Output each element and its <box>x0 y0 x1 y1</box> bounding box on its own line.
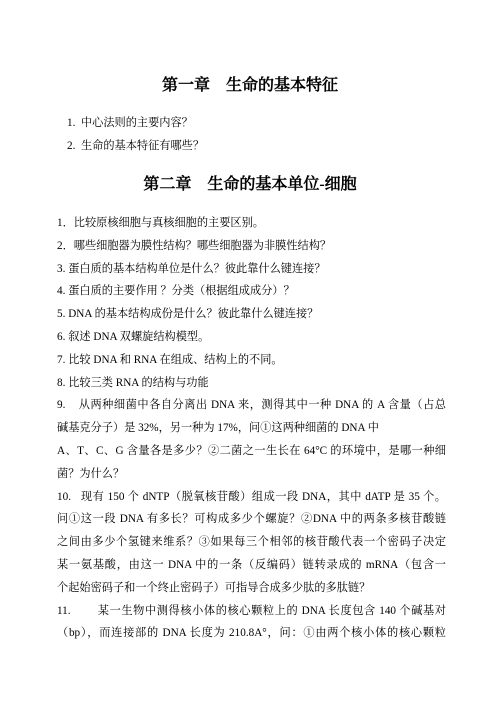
question-line: 菌？为什么？ <box>57 467 125 480</box>
question-line: 2．哪些细胞器为膜性结构？哪些细胞器为非膜性结构？ <box>57 239 332 252</box>
chapter-title: 第二章 生命的基本单位-细胞 <box>143 176 357 193</box>
ch2-question-1 <box>57 212 446 235</box>
question-line: 1. 中心法则的主要内容？ <box>67 117 193 129</box>
ch2-question-2 <box>57 235 446 258</box>
question-line: 之间由多少个氢键来维系？③如果每三个相邻的核苷酸代表一个密码子决定 <box>57 536 446 549</box>
ch1-question-1 <box>67 112 445 135</box>
question-line: 5. DNA 的基本结构成份是什么？彼此靠什么键连接？ <box>57 308 319 321</box>
question-line: 6. 叙述 DNA 双螺旋结构模型。 <box>57 330 210 343</box>
ch1-question-2 <box>67 135 445 158</box>
question-line: 4. 蛋白质的主要作用 ？分类（根据组成成分）？ <box>57 285 295 298</box>
question-line: 碱基克分子）是 32%，另一种为 17%，问①这两种细菌的 DNA 中 <box>57 422 379 435</box>
ch2-question-3 <box>57 258 446 281</box>
question-list <box>57 212 446 645</box>
ch2-question-8 <box>57 372 446 395</box>
ch2-question-7 <box>57 349 446 372</box>
ch2-question-10 <box>57 486 446 600</box>
question-line: 8. 比较三类 RNA 的结构与功能 <box>57 376 209 389</box>
ch2-question-5 <box>57 303 446 326</box>
ch2-question-4 <box>57 280 446 303</box>
question-line: 2. 生命的基本特征有哪些？ <box>67 139 205 152</box>
question-line: 某一氨基酸，由这一 DNA 中的一条（反编码）链转录成的 mRNA（包含一 <box>57 558 446 571</box>
question-line: 11. 某一生物中测得核小体的核心颗粒上的 DNA 长度包含 140 个碱基对 <box>57 604 446 617</box>
question-line: 3. 蛋白质的基本结构单位是什么？彼此靠什么键连接？ <box>57 262 326 275</box>
ch2-question-11 <box>57 600 446 646</box>
question-line: 个起始密码子和一个终止密码子）可指导合成多少肽的多肽链？ <box>57 581 371 594</box>
question-line: 问①这一段 DNA 有多长？可构成多少个螺旋？②DNA 中的两条多核苷酸链 <box>57 513 446 526</box>
ch2-question-6 <box>57 326 446 349</box>
question-list <box>67 112 445 158</box>
question-line: A、T、C、G 含量各是多少？②二菌之一生长在 64°C 的环境中，是哪一种细 <box>57 444 446 457</box>
question-line: 7. 比较 DNA 和 RNA 在组成、结构上的不同。 <box>57 353 283 366</box>
ch2-question-9 <box>57 394 446 485</box>
question-line: 9. 从两种细菌中各自分离出 DNA 来，测得其中一种 DNA 的 A 含量（占总 <box>57 399 446 412</box>
chapter-title: 第一章 生命的基本特征 <box>161 77 338 94</box>
question-line: 10. 现有 150 个 dNTP（脱氧核苷酸）组成一段 DNA，其中 dATP 是 35 个。 <box>57 490 446 503</box>
question-line: 1．比较原核细胞与真核细胞的主要区别。 <box>57 217 264 229</box>
question-line: （bp），而连接部的 DNA 长度为 210.8A°，问：①由两个核小体的核心颗粒 <box>57 627 446 640</box>
